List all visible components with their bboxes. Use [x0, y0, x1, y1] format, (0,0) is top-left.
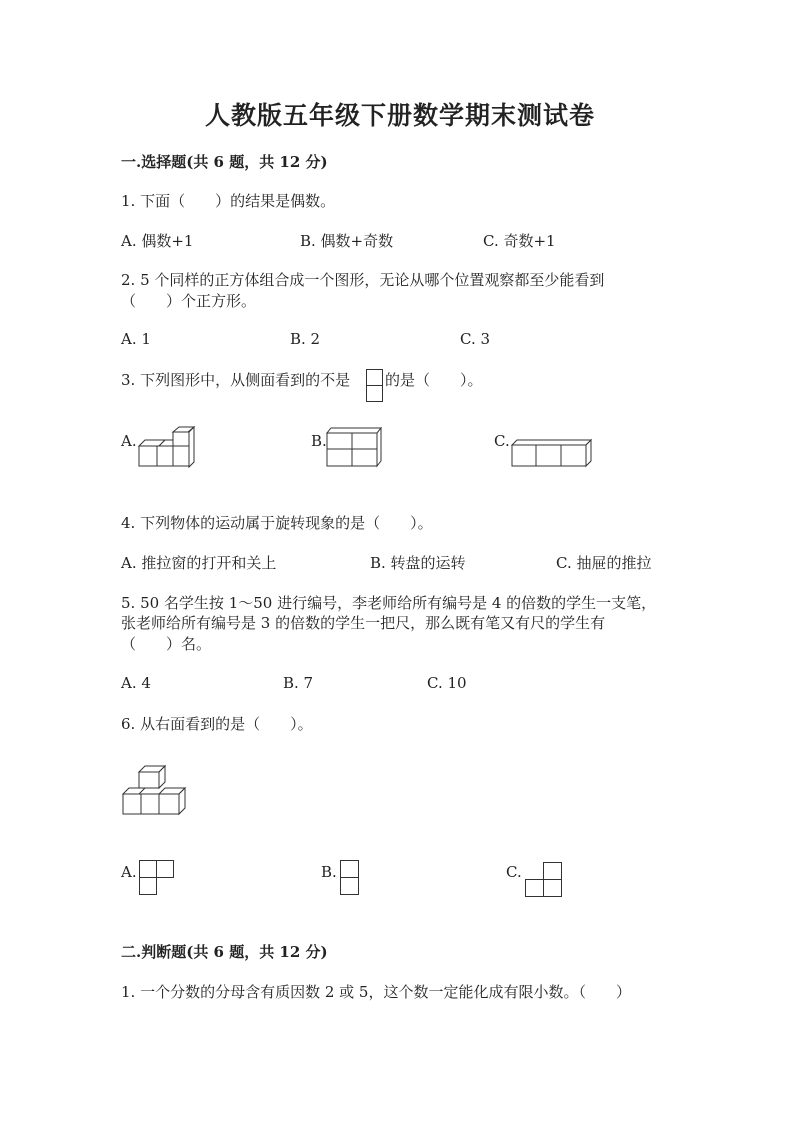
- question-1-text: 1. 下面（ ）的结果是偶数。: [121, 192, 336, 210]
- q4-option-b: B. 转盘的运转: [370, 554, 466, 572]
- judgement-question-1-text: 1. 一个分数的分母含有质因数 2 或 5，这个数一定能化成有限小数。（ ）: [121, 983, 631, 1001]
- q5-option-b: B. 7: [283, 674, 314, 692]
- q5-option-c: C. 10: [427, 674, 467, 692]
- q3-option-b-cube-figure: [326, 426, 382, 468]
- question-4-text: 4. 下列物体的运动属于旋转现象的是（ ）。: [121, 514, 433, 532]
- q6-option-c-label: C.: [506, 863, 522, 881]
- q5-option-a: A. 4: [121, 674, 151, 692]
- question-3-suffix: 的是（ ）。: [385, 371, 483, 389]
- q6-option-b-label: B.: [321, 863, 337, 881]
- q2-option-a: A. 1: [121, 330, 151, 348]
- q6-option-c-view-figure: [525, 862, 563, 898]
- q3-option-b-label: B.: [311, 432, 327, 450]
- question-6-text: 6. 从右面看到的是（ ）。: [121, 715, 313, 733]
- question-3-prefix: 3. 下列图形中，从侧面看到的不是: [121, 371, 351, 389]
- question-5-line3: （ ）名。: [121, 635, 212, 653]
- q1-option-a: A. 偶数+1: [121, 232, 194, 250]
- q2-option-c: C. 3: [460, 330, 491, 348]
- question-2-line2: （ ）个正方形。: [121, 292, 257, 310]
- q6-option-b-view-figure: [340, 860, 360, 896]
- q6-option-a-view-figure: [139, 860, 175, 896]
- q3-option-c-label: C.: [494, 432, 510, 450]
- q2-option-b: B. 2: [290, 330, 321, 348]
- q6-option-a-label: A.: [121, 863, 137, 881]
- question-2-line1: 2. 5 个同样的正方体组合成一个图形，无论从哪个位置观察都至少能看到: [121, 271, 605, 289]
- question-5-line2: 张老师给所有编号是 3 的倍数的学生一把尺，那么既有笔又有尺的学生有: [121, 614, 606, 632]
- page-title: 人教版五年级下册数学期末测试卷: [204, 101, 595, 130]
- q3-stem-two-squares-figure: [366, 369, 384, 405]
- q1-option-b: B. 偶数+奇数: [300, 232, 394, 250]
- section-heading-judgement: 二.判断题(共 6 题，共 12 分): [121, 943, 328, 961]
- section-heading-choice: 一.选择题(共 6 题，共 12 分): [121, 153, 328, 171]
- q3-option-a-label: A.: [121, 432, 137, 450]
- q3-option-c-cube-figure: [511, 439, 593, 469]
- question-5-line1: 5. 50 名学生按 1～50 进行编号，李老师给所有编号是 4 的倍数的学生一支笔，: [121, 594, 657, 612]
- q4-option-c: C. 抽屉的推拉: [556, 554, 652, 572]
- q4-option-a: A. 推拉窗的打开和关上: [121, 554, 277, 572]
- q1-option-c: C. 奇数+1: [483, 232, 556, 250]
- q3-option-a-cube-figure: [137, 426, 197, 470]
- q6-stem-cube-figure: [121, 766, 187, 820]
